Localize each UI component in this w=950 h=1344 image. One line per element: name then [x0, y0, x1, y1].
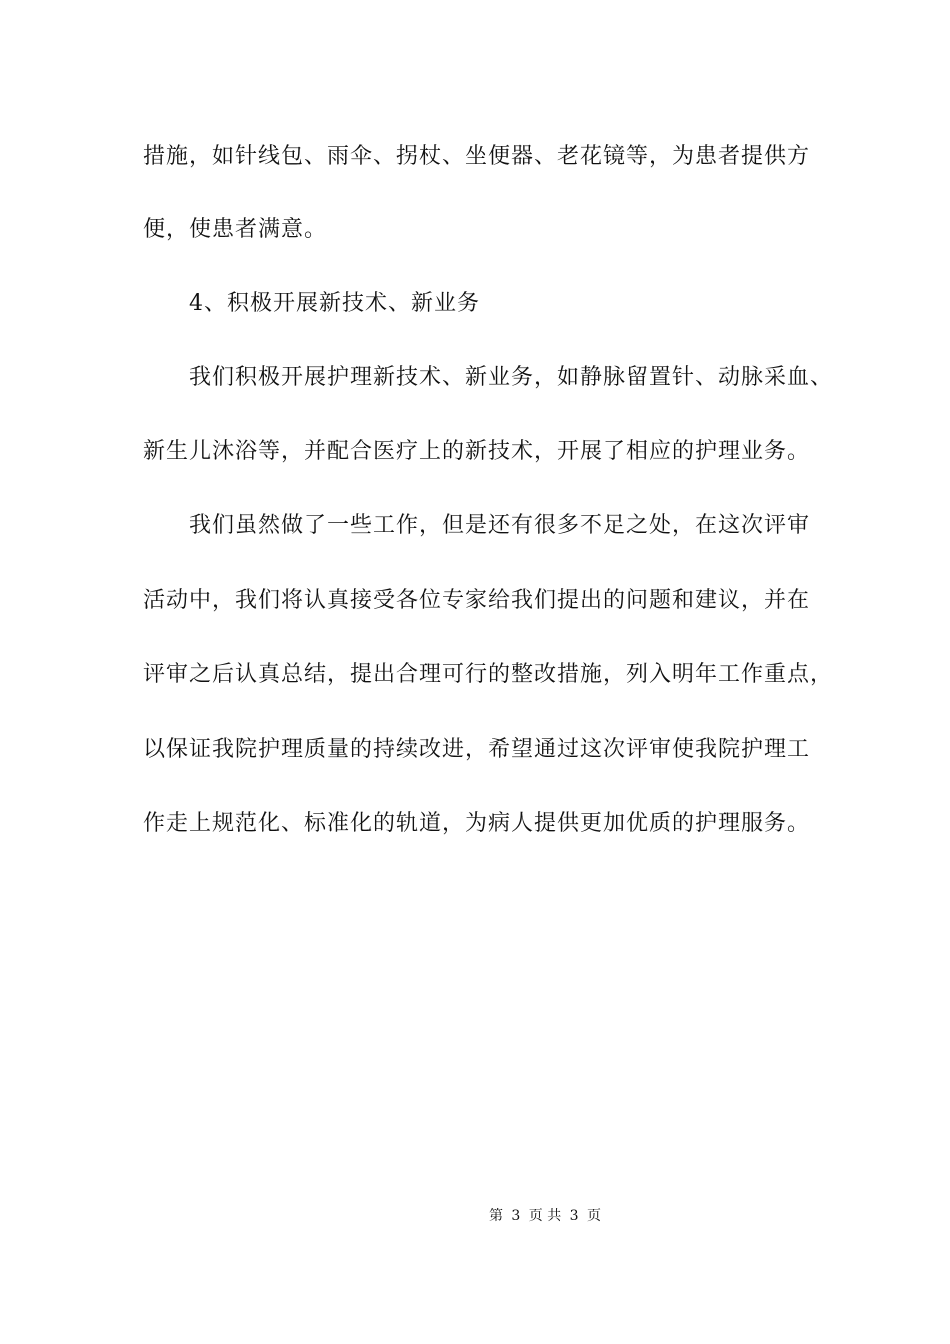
paragraph-line: 我们虽然做了一些工作，但是还有很多不足之处，在这次评审	[189, 513, 811, 538]
paragraph-line: 新生儿沐浴等，并配合医疗上的新技术，开展了相应的护理业务。	[143, 439, 811, 464]
paragraph-line: 措施，如针线包、雨伞、拐杖、坐便器、老花镜等，为患者提供方	[143, 144, 811, 169]
paragraph-line: 便，使患者满意。	[143, 217, 328, 242]
paragraph-line: 活动中，我们将认真接受各位专家给我们提出的问题和建议，并在	[143, 588, 811, 613]
paragraph-line: 评审之后认真总结，提出合理可行的整改措施，列入明年工作重点，	[143, 662, 834, 687]
total-pages-number: 3	[569, 1208, 579, 1224]
paragraph-line: 以保证我院护理质量的持续改进，希望通过这次评审使我院护理工	[143, 737, 811, 762]
current-page-number: 3	[511, 1208, 521, 1224]
paragraph-line: 作走上规范化、标准化的轨道，为病人提供更加优质的护理服务。	[143, 811, 811, 836]
paragraph-line: 我们积极开展护理新技术、新业务，如静脉留置针、动脉采血、	[189, 365, 834, 390]
section-heading: 4、积极开展新技术、新业务	[189, 291, 480, 316]
page-label-mid: 页 共	[528, 1208, 562, 1224]
page-label-prefix: 第	[488, 1208, 503, 1224]
page-label-suffix: 页	[587, 1208, 602, 1224]
page-footer	[0, 1206, 950, 1226]
